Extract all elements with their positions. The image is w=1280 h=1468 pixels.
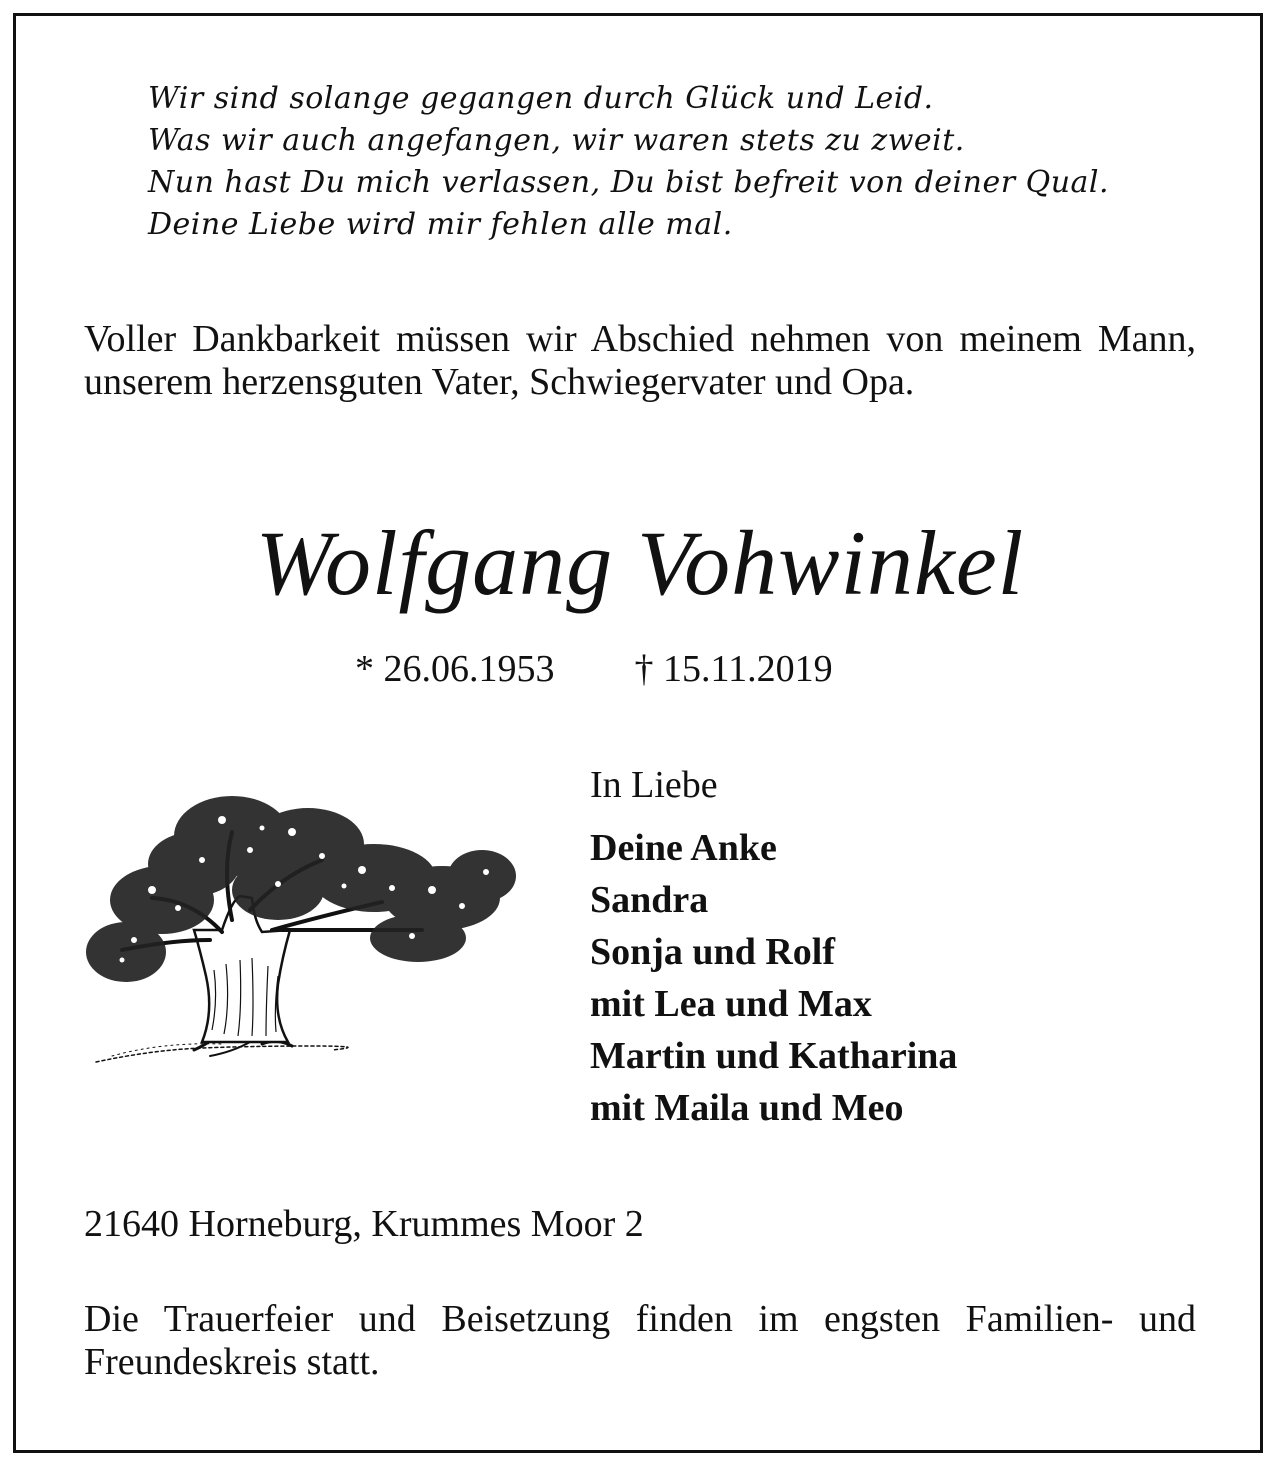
signature-name: mit Maila und Meo (590, 1087, 904, 1129)
signatures (590, 762, 957, 1134)
poem-line: Wir sind solange gegangen durch Glück und Leid. (148, 81, 934, 116)
life-dates (355, 646, 833, 692)
closing-note: Die Trauerfeier und Beisetzung finden im engsten Familien- und Freundeskreis statt. (84, 1298, 1196, 1383)
signature-name: Deine Anke (590, 827, 777, 869)
death-date: † 15.11.2019 (634, 648, 833, 690)
address: 21640 Horneburg, Krummes Moor 2 (84, 1203, 644, 1245)
signature-name: mit Lea und Max (590, 983, 872, 1025)
signature-name: Martin und Katharina (590, 1035, 958, 1077)
birth-date: * 26.06.1953 (355, 648, 555, 690)
poem-line: Was wir auch angefangen, wir waren stets zu zweit. (148, 123, 965, 158)
signature-greeting: In Liebe (590, 764, 718, 806)
tree-icon (82, 780, 522, 1080)
poem (148, 78, 1218, 246)
poem-line: Deine Liebe wird mir fehlen alle mal. (148, 207, 733, 242)
intro-text: Voller Dankbarkeit müssen wir Abschied nehmen von meinem Mann, unserem herzensguten Vater, Schwiegervater und Opa. (84, 318, 1196, 403)
poem-line: Nun hast Du mich verlassen, Du bist befreit von deiner Qual. (148, 165, 1110, 200)
deceased-name: Wolfgang Vohwinkel (255, 512, 1025, 614)
signature-name: Sonja und Rolf (590, 931, 835, 973)
signature-name: Sandra (590, 879, 709, 921)
